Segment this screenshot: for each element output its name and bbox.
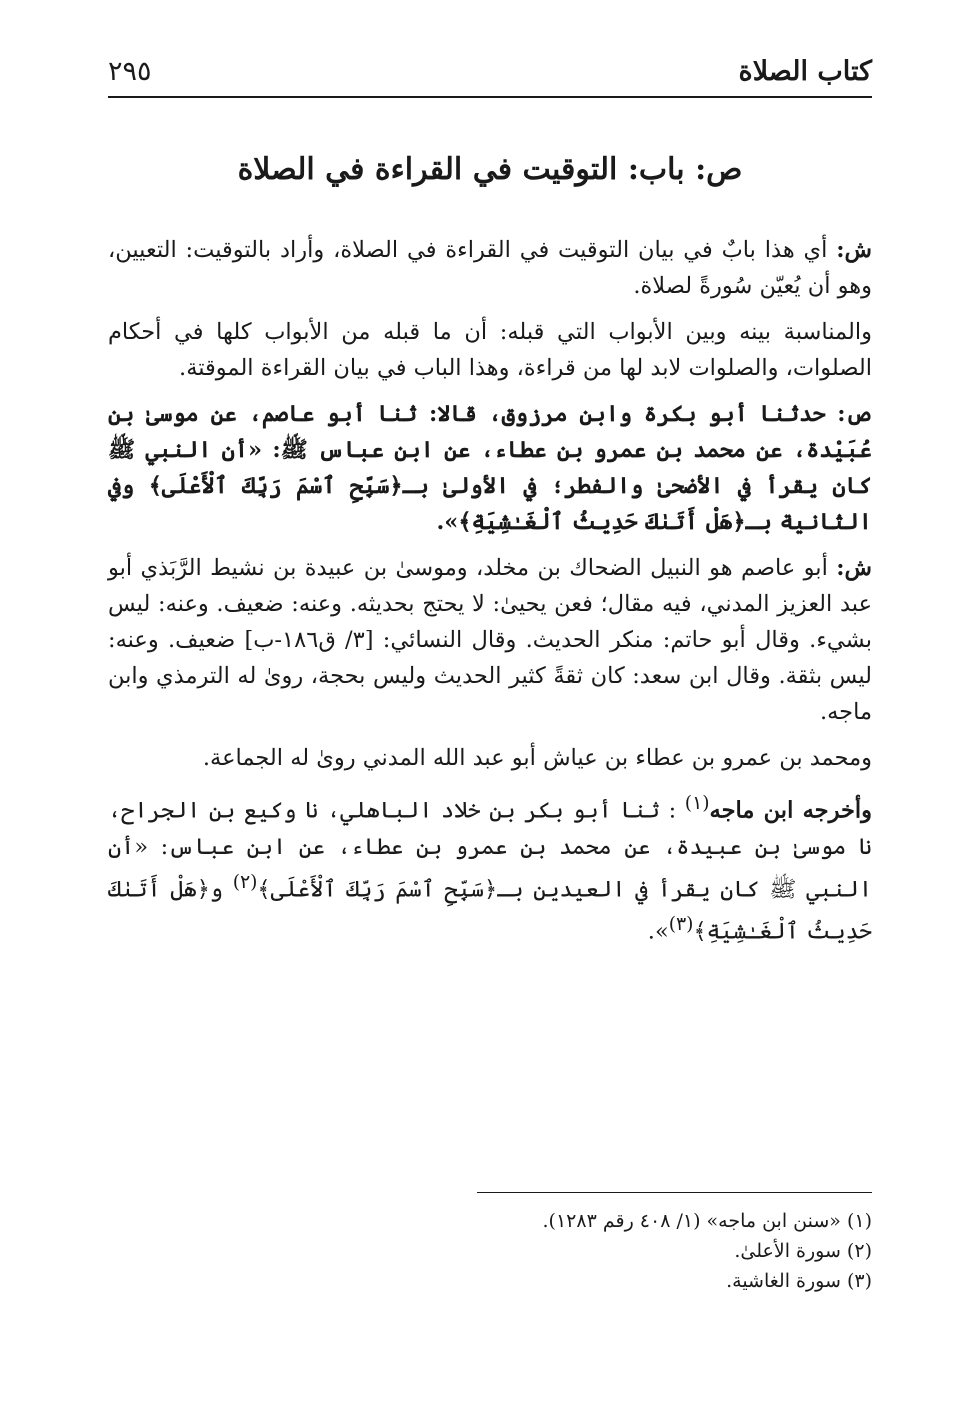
paragraph-2 [108,314,872,386]
paragraph-4 [108,550,872,730]
paragraph-text: و﴿هَلْ أَتَىٰكَ حَدِيثُ ٱلْغَـٰشِيَةِ﴾ [108,876,872,945]
footnote-1: (١) «سنن ابن ماجه» (١/ ٤٠٨ رقم ١٢٨٣). [542,1210,872,1232]
footnote-ref-1: (١) [684,793,710,814]
paragraph-marker: ش: [836,237,872,263]
footnote-ref-2: (٢) [232,871,258,893]
paragraph-text: والمناسبة بينه وبين الأبواب التي قبله: أن ما قبله من الأبواب كلها في أحكام الصلوات، والصلوات لابد لها من قراءة، وهذا الباب في بيان القراءة الموقتة. [108,319,872,381]
paragraph-text: أبو عاصم هو النبيل الضحاك بن مخلد، وموسىٰ بن عبيدة بن نشيط الرَّبَذي أبو عبد العزيز المدني، فيه مقال؛ فعن يحيىٰ: لا يحتج بحديثه. وعنه: ضعيف. وعنه: ليس بشيء. وقال أبو حاتم: منكر الحديث. وقال النسائي: [٣/ ق١٨٦-ب] ضعيف. وعنه: ليس بثقة. وقال ابن سعد: كان ثقةً كثير الحديث وليس بحجة، روىٰ له الترمذي وابن ماجه. [108,555,872,725]
body-text [108,232,872,960]
paragraph-text: : ثنا أبو بكر بن خلاد الباهلي، نا وكيع بن الجراح، نا موسىٰ بن عبيدة، عن محمد بن عمرو بن عطاء، عن ابن عباس: «أن النبي ﷺ كان يقرأ في العيدين بـ﴿سَبِّحِ ٱسْمَ رَبِّكَ ٱلْأَعْلَى﴾ [108,797,872,902]
chapter-heading: ص: باب: التوقيت في القراءة في الصلاة [237,152,743,187]
paragraph-text: أي هذا بابٌ في بيان التوقيت في القراءة في الصلاة، وأراد بالتوقيت: التعيين، وهو أن يُعيّن سُورةً لصلاة. [108,237,872,299]
paragraph-6 [108,786,872,950]
paragraph-text: حدثنا أبو بكرة وابن مرزوق، قالا: ثنا أبو عاصم، عن موسىٰ بن عُبَيْدة، عن محمد بن عمرو بن عطاء، عن ابن عباس ﷺ: «أن النبي ﷺ كان يقرأ في الأضحىٰ والفطر؛ في الأولىٰ بـ﴿سَبِّحِ ٱسْمَ رَبِّكَ ٱلْأَعْلَى﴾ وفي الثانية بـ﴿هَلْ أَتَىٰكَ حَدِيثُ ٱلْغَـٰشِيَةِ﴾». [108,401,872,535]
paragraph-marker: ش: [836,555,872,581]
paragraph-lead: وأخرجه ابن ماجه [709,797,873,824]
book-title: كتاب الصلاة [738,56,872,87]
paragraph-1 [108,232,872,304]
footnote-ref-3: (٣) [668,914,694,935]
paragraph-3 [108,396,872,540]
paragraph-text: ومحمد بن عمرو بن عطاء بن عياش أبو عبد الله المدني روىٰ له الجماعة. [202,745,872,771]
footnote-2: (٢) سورة الأعلىٰ. [734,1240,872,1262]
footnote-3: (٣) سورة الغاشية. [726,1270,872,1292]
paragraph-5 [108,740,872,776]
paragraph-text: ». [647,918,669,945]
page-number: ٢٩٥ [108,56,152,87]
paragraph-marker: ص: [837,401,872,427]
footnote-divider [477,1192,872,1193]
running-header [108,48,872,98]
footnotes [108,1206,872,1296]
